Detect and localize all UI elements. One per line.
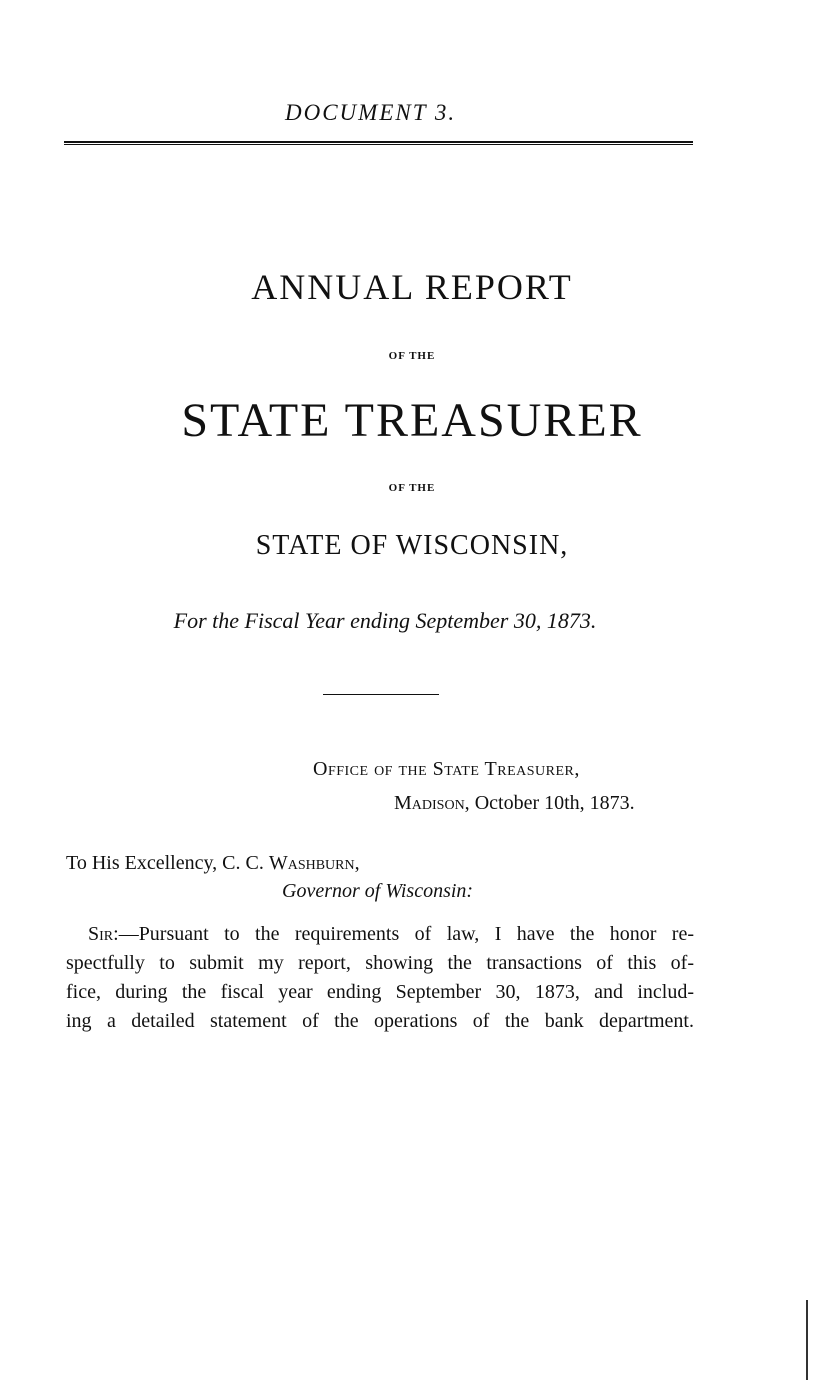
body-line: ing a detailed statement of the operations of the bank department. (66, 1010, 694, 1032)
place: Madison, (394, 792, 470, 814)
of-the-connector-1: OF THE (388, 350, 436, 362)
place-and-date (394, 792, 635, 815)
header-rule (64, 141, 693, 145)
of-the-connector-2: OF THE (388, 482, 436, 494)
title-state-treasurer: STATE TREASURER (181, 394, 643, 447)
recipient-name: Washburn, (268, 852, 360, 874)
document-label: DOCUMENT 3. (285, 100, 457, 125)
office-heading: Office of the State Treasurer, (313, 758, 580, 780)
fiscal-year-line: For the Fiscal Year ending September 30, 1873. (173, 608, 597, 633)
salutation-prefix: To His Excellency, C. C. (66, 852, 264, 874)
date: October 10th, 1873. (474, 792, 635, 814)
salutation (66, 852, 360, 875)
recipient-title: Governor of Wisconsin: (282, 880, 474, 902)
letter-body (66, 920, 694, 1036)
letter-opening: Sir: (88, 923, 119, 945)
body-line: Sir:—Pursuant to the requirements of law, I have the honor re- (88, 923, 694, 945)
title-state-of-wisconsin: STATE OF WISCONSIN, (255, 530, 569, 561)
title-annual-report: ANNUAL REPORT (251, 267, 573, 307)
section-divider (323, 694, 439, 695)
body-line: fice, during the fiscal year ending September 30, 1873, and includ- (66, 981, 694, 1003)
page-edge-mark (806, 1300, 808, 1380)
body-line: spectfully to submit my report, showing the transactions of this of- (66, 952, 694, 974)
